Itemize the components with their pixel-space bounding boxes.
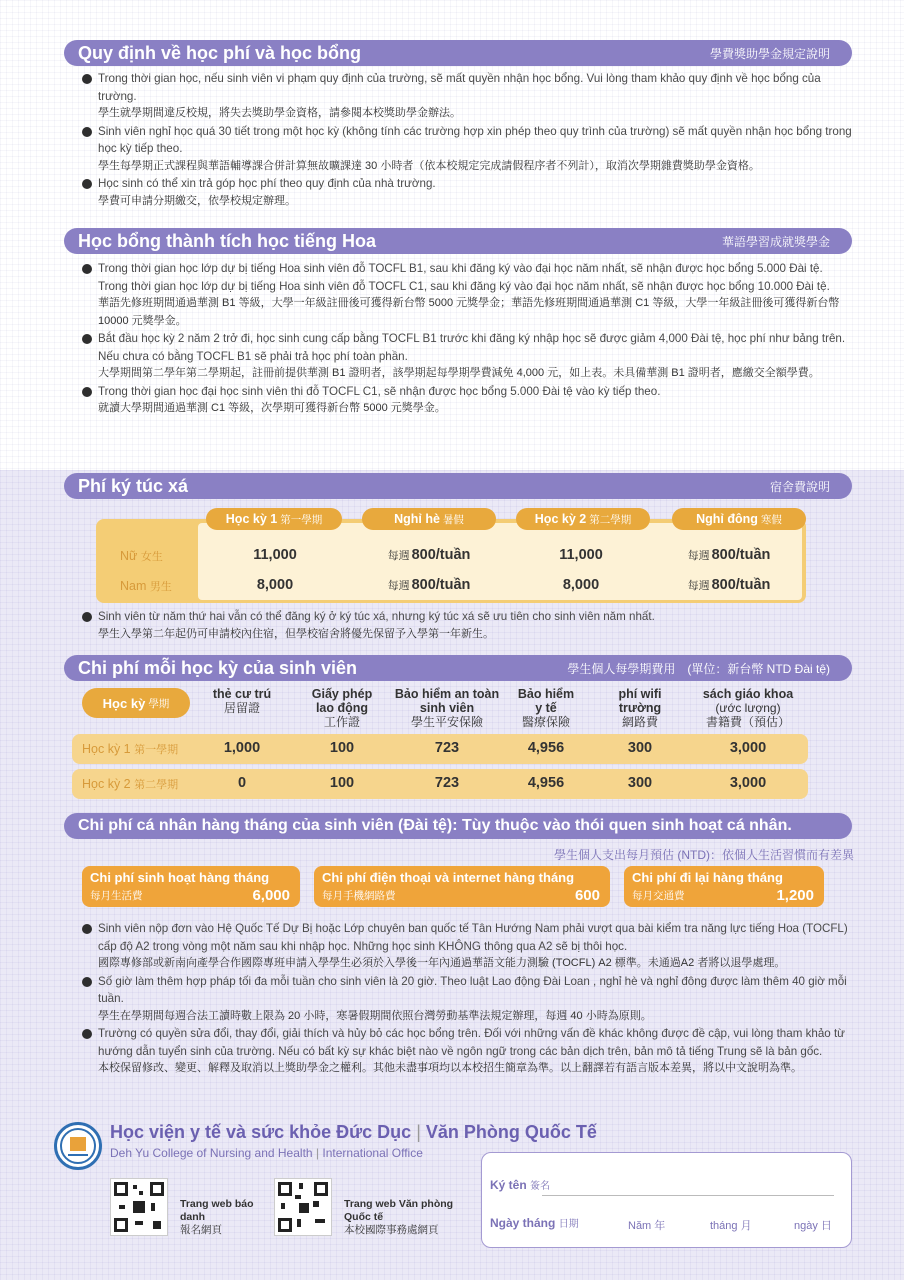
header-student-insurance: Bảo hiểm an toàn sinh viên 學生平安保險 (394, 687, 500, 729)
dorm-value: 11,000 (559, 547, 603, 563)
dorm-value: 每週 800/tuần (687, 547, 771, 563)
item-text-vi: Học sinh có thể xin trả góp học phí theo quy định của nhà trường. (98, 177, 436, 190)
list-item (82, 608, 854, 643)
list-item (82, 973, 854, 1026)
sign-label: Ký tên 簽名 (490, 1178, 551, 1192)
date-year[interactable]: Năm 年 (628, 1220, 666, 1232)
dorm-row-female: Nữ 女生 (120, 549, 163, 563)
footer-title: Học viện y tế và sức khỏe Đức Dục | Văn Phòng Quốc Tế (110, 1122, 597, 1142)
cost-value: 3,000 (729, 775, 767, 791)
item-text-zh: 學生就學期間違反校規，將失去獎助學金資格，請參閱本校獎助學金辦法。 (98, 107, 461, 119)
section-subtitle: 華語學習成就獎學金 (721, 234, 830, 249)
section-title: Chi phí mỗi học kỳ của sinh viên (78, 657, 358, 678)
header-wifi-fee: phí wifi trường 網路費 (618, 687, 662, 729)
cost-value: 723 (434, 740, 460, 756)
dorm-col-summer: Nghỉ hè 暑假 (362, 508, 496, 530)
cost-value: 3,000 (729, 740, 767, 756)
cost-value: 0 (237, 775, 247, 791)
item-text-vi: Sinh viên từ năm thứ hai vẫn có thể đăng ký ở ký túc xá, nhưng ký túc xá sẽ ưu tiên cho sinh viên năm nhất. (98, 610, 655, 623)
cost-value: 1,000 (223, 740, 261, 756)
cost-value: 4,956 (527, 775, 565, 791)
item-text-vi: Trong thời gian học lớp dự bị tiếng Hoa sinh viên đỗ TOCFL B1, sau khi đăng ký vào đại học năm nhất, sẽ nhận được học bổng 5.000 Đài tệ. Trong thời gian học lớp dự bị tiếng Hoa sinh viên đỗ TOCFL C1, sau khi đăng ký vào đại học năm nhất, sẽ nhận được học bổng 10.000 Đài tệ. (98, 262, 830, 293)
box-label: Chi phí sinh hoạt hàng tháng (90, 870, 270, 885)
date-day[interactable]: ngày 日 (794, 1220, 832, 1232)
dorm-value: 每週 800/tuần (687, 577, 771, 593)
qr-code-registration[interactable] (110, 1178, 168, 1236)
list-item (82, 330, 854, 383)
item-text-zh: 學生在學期間每週合法工讀時數上限為 20 小時，寒暑假期間依照台灣勞動基準法規定辦理，每週 40 小時為原則。 (98, 1009, 652, 1022)
dorm-row-male: Nam 男生 (120, 579, 172, 593)
item-text-vi: Sinh viên nghỉ học quá 30 tiết trong một học kỳ (không tính các trường hợp xin phép theo quy trình của trường) sẽ mất quyền nhận học bổng trong học kỳ tiếp theo. (98, 124, 852, 155)
section-title: Quy định về học phí và học bổng (78, 42, 362, 63)
item-text-zh: 華語先修班期間通過華測 B1 等級，大學一年級註冊後可獲得新台幣 5000 元獎學金；華語先修班期間通過華測 C1 等級，大學一年級註冊後可獲得新台幣 10000 元獎學金。 (98, 297, 840, 327)
monthly-transport-box (624, 866, 824, 907)
item-text-zh: 大學期間第二學年第二學期起，註冊前提供華測 B1 證明者，該學期起每學期學費減免 4,000 元，如上表。未具備華測 B1 證明者，應繳交全額學費。 (98, 367, 820, 379)
cost-value: 723 (434, 775, 460, 791)
cost-value: 300 (627, 775, 653, 791)
item-text-vi: Trong thời gian học đại học sinh viên thi đỗ TOCFL C1, sẽ nhận được học bổng 5.000 Đài tệ vào kỳ tiếp theo. (98, 384, 661, 398)
box-label: Chi phí điện thoại và internet hàng tháng (322, 870, 575, 885)
signature-box (481, 1152, 852, 1248)
list-item (82, 175, 854, 210)
list-item (82, 260, 854, 330)
monthly-phone-box (314, 866, 610, 907)
monthly-living-box (82, 866, 300, 907)
list-item (82, 1025, 854, 1078)
box-label: Chi phí đi lại hàng tháng (632, 870, 783, 885)
cost-value: 300 (627, 740, 653, 756)
header-health-insurance: Bảo hiểm y tế 醫療保險 (517, 687, 575, 729)
item-text-zh: 學生入學第二年起仍可申請校內住宿，但學校宿舍將優先保留予入學第一年新生。 (98, 627, 494, 640)
section-title: Chi phí cá nhân hàng tháng của sinh viên (Đài tệ): Tùy thuộc vào thói quen sinh hoạt cá nhân. (78, 817, 792, 834)
box-label-zh: 每月生活費 (90, 890, 143, 902)
cost-value: 100 (329, 775, 355, 791)
dorm-value: 11,000 (253, 547, 297, 563)
box-label-zh: 每月手機網路費 (322, 890, 396, 902)
item-text-zh: 國際專修部或新南向產學合作國際專班申請入學學生必須於入學後一年內通過華語文能力測驗 (TOCFL) A2 標準。未通過A2 者將以退學處理。 (98, 957, 786, 969)
date-label: Ngày tháng 日期 (490, 1216, 579, 1230)
box-label-zh: 每月交通費 (632, 890, 685, 902)
list-item (82, 70, 854, 123)
item-text-zh: 學生每學期正式課程與華語輔導課合併計算無故曠課達 30 小時者（依本校規定完成請假程序者不列計），取消次學期雜費獎助學金資格。 (98, 159, 760, 172)
dorm-col-sem1: Học kỳ 1 第一學期 (206, 508, 342, 530)
notes-list (82, 920, 854, 1078)
box-value: 6,000 (252, 887, 290, 904)
section-subtitle: 宿舍費說明 (769, 479, 830, 494)
footer-subtitle: Deh Yu College of Nursing and Health | International Office (110, 1146, 423, 1160)
cost-value: 100 (329, 740, 355, 756)
dorm-value: 8,000 (256, 577, 294, 593)
date-month[interactable]: tháng 月 (710, 1220, 752, 1232)
item-text-zh: 就讀大學期間通過華測 C1 等級，次學期可獲得新台幣 5000 元獎學金。 (98, 402, 446, 414)
qr-label-registration: Trang web báo danh 報名網頁 (180, 1198, 254, 1236)
dorm-value: 每週 800/tuần (387, 547, 471, 563)
qr-label-office: Trang web Văn phòng Quốc tế 本校國際事務處網頁 (344, 1198, 454, 1236)
row-label: Học kỳ 1 第一學期 (82, 742, 179, 756)
item-text-vi: Sinh viên nộp đơn vào Hệ Quốc Tế Dự Bị hoặc Lớp chuyên ban quốc tế Tân Hướng Nam phải vượt qua bài kiểm tra năng lực tiếng Hoa (TOCFL) cấp độ A2 trong vòng một năm sau khi nhập học. Những học sinh KHÔNG thông qua A2 sẽ bị thôi học. (98, 922, 848, 953)
item-text-vi: Số giờ làm thêm hợp pháp tối đa mỗi tuần cho sinh viên là 20 giờ. Theo luật Lao động Đài Loan , nghỉ hè và nghỉ đông được làm thêm 40 giờ mỗi tuần. (98, 974, 847, 1005)
item-text-vi: Trường có quyền sửa đổi, thay đổi, giải thích và hủy bỏ các học bổng trên. Đối với những vấn đề khác không được đề cập, vui lòng tham khảo từ hướng dẫn tuyển sinh của trường. Nếu có bất kỳ sự khác biệt nào về ngôn ngữ trong các bản dịch trên, bản mô tả tiếng Trung sẽ là bản gốc. (98, 1027, 845, 1058)
item-text-vi: Trong thời gian học, nếu sinh viên vi phạm quy định của trường, sẽ mất quyền nhận học bổng. Vui lòng tham khảo quy định về học bổng của trường. (98, 72, 821, 103)
qr-code-office[interactable] (274, 1178, 332, 1236)
list-item (82, 920, 854, 973)
section-header-scholarship (64, 228, 852, 254)
section-title: Phí ký túc xá (78, 475, 189, 496)
section-subtitle: 學費獎助學金規定說明 (709, 46, 830, 61)
monthly-subtitle: 學生個人支出每月預估 (NTD)：依個人生活習慣而有差異 (554, 848, 854, 862)
section-title: Học bổng thành tích học tiếng Hoa (78, 230, 376, 251)
item-text-zh: 本校保留修改、變更、解釋及取消以上獎助學金之權利。其他未盡事項均以本校招生簡章為準。以上翻譯若有語言版本差異，將以中文說明為準。 (98, 1062, 802, 1074)
header-residence-card: thẻ cư trú 居留證 (212, 687, 272, 715)
section-header-dorm (64, 473, 852, 499)
section-header-tuition (64, 40, 852, 66)
tuition-rules-list (82, 70, 854, 210)
scholarship-list (82, 260, 854, 418)
header-textbooks: sách giáo khoa (ước lượng) 書籍費（預估） (702, 687, 794, 729)
section-subtitle: 學生個人每學期費用 (單位：新台幣 NTD Đài tệ) (567, 661, 830, 676)
box-value: 1,200 (776, 887, 814, 904)
section-header-monthly-costs (64, 813, 852, 839)
item-text-zh: 學費可申請分期繳交，依學校規定辦理。 (98, 194, 296, 207)
box-value: 600 (574, 887, 600, 904)
row-label: Học kỳ 2 第二學期 (82, 777, 179, 791)
header-work-permit: Giấy phép lao động 工作證 (311, 687, 373, 729)
section-header-semester-costs (64, 655, 852, 681)
dorm-col-sem2: Học kỳ 2 第二學期 (516, 508, 650, 530)
dorm-note (82, 608, 854, 643)
term-label-badge: Học kỳ 學期 (82, 688, 190, 718)
dorm-value: 8,000 (562, 577, 600, 593)
list-item (82, 383, 854, 418)
sign-line[interactable] (542, 1195, 834, 1196)
dorm-col-winter: Nghỉ đông 寒假 (672, 508, 806, 530)
cost-value: 4,956 (527, 740, 565, 756)
item-text-vi: Bắt đầu học kỳ 2 năm 2 trở đi, học sinh cung cấp bằng TOCFL B1 trước khi đăng ký nhập học sẽ được giảm 4,000 Đài tệ, học phí như bảng trên. Nếu chưa có bằng TOCFL B1 sẽ phải trả học phí toàn phần. (98, 332, 846, 363)
list-item (82, 123, 854, 176)
dorm-value: 每週 800/tuần (387, 577, 471, 593)
school-logo-icon (54, 1122, 102, 1170)
